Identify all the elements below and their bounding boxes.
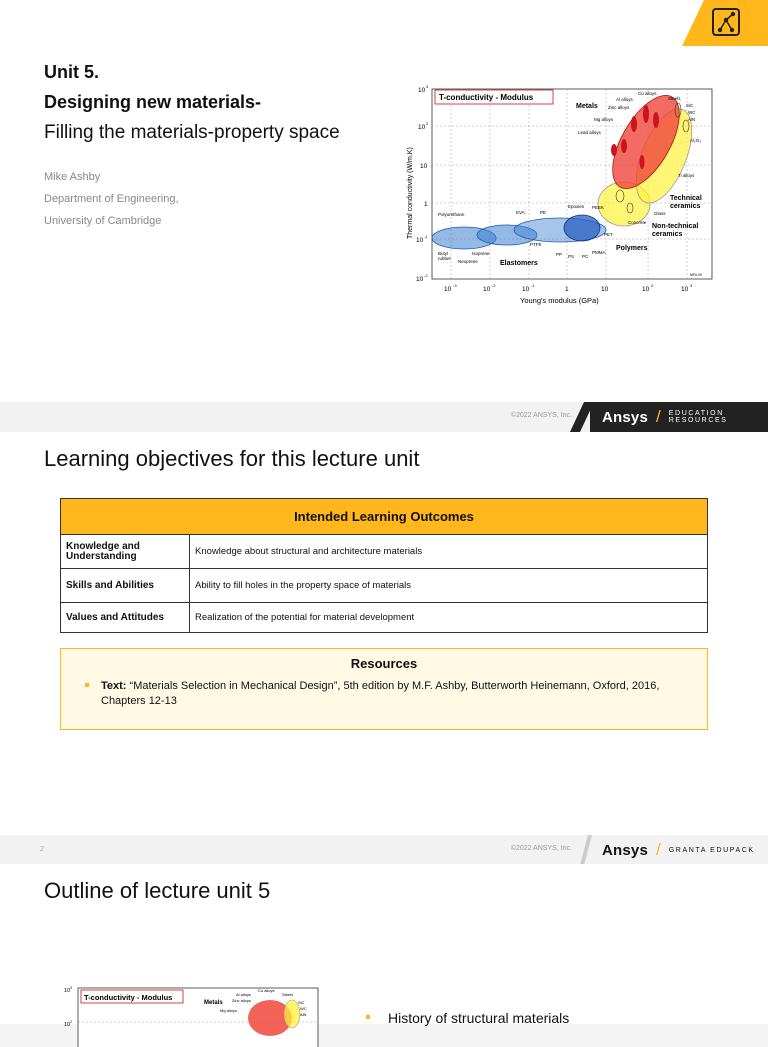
- svg-text:10: 10: [522, 286, 530, 293]
- svg-text:Polyurethane: Polyurethane: [438, 212, 465, 217]
- label-technical: Technical: [670, 195, 702, 202]
- svg-text:3: 3: [70, 986, 72, 990]
- svg-text:-2: -2: [492, 283, 496, 288]
- resource-text: “Materials Selection in Mechanical Design”, 5th edition by M.F. Ashby, Butterworth Heinemann, Oxford, 2016, Chapters 12-13: [101, 680, 660, 707]
- svg-text:PMMA: PMMA: [592, 250, 606, 255]
- svg-text:2: 2: [70, 1020, 72, 1024]
- title-slide: [0, 0, 768, 402]
- svg-text:10: 10: [416, 237, 424, 244]
- svg-text:Metals: Metals: [204, 1000, 223, 1006]
- svg-text:PTFE: PTFE: [530, 242, 542, 247]
- slide-title: Learning objectives for this lecture unit: [44, 446, 420, 471]
- label-elastomers: Elastomers: [500, 260, 538, 267]
- property-chart-svg: [402, 84, 718, 310]
- brand-subtitle: GRANTA EDUPACK: [668, 846, 755, 854]
- svg-text:10: 10: [444, 286, 452, 293]
- svg-text:SiC: SiC: [686, 103, 694, 108]
- svg-text:Steels: Steels: [668, 96, 681, 101]
- outline-chart-thumbnail: [60, 982, 320, 1042]
- outline-chart-svg: [60, 982, 320, 1042]
- outline-slide: [0, 864, 768, 1028]
- table-row: [61, 569, 708, 603]
- svg-text:MFA 09: MFA 09: [690, 273, 702, 277]
- footer-slash-icon: [580, 835, 592, 865]
- brand-separator: /: [656, 840, 661, 859]
- svg-text:10: 10: [64, 988, 71, 994]
- svg-text:1: 1: [424, 201, 428, 208]
- svg-text:rubber: rubber: [438, 256, 452, 261]
- slide-title: Outline of lecture unit 5: [44, 878, 271, 903]
- ansys-brand-bar: [590, 402, 768, 432]
- slide-footer: [0, 835, 768, 865]
- svg-text:Mg alloys: Mg alloys: [220, 1008, 237, 1013]
- slide-subtitle: Filling the materials-property space: [44, 122, 340, 143]
- copyright-text: ©2022 ANSYS, Inc.: [510, 845, 572, 852]
- slide-title: Designing new materials-: [44, 92, 262, 112]
- ansys-brand-bar: [602, 835, 768, 865]
- svg-text:Epoxies: Epoxies: [568, 204, 585, 209]
- y-axis-label: Thermal conductivity (W/m.K): [407, 147, 414, 239]
- x-axis-label: Young's modulus (GPa): [520, 296, 599, 305]
- svg-text:3: 3: [690, 283, 693, 288]
- author-department: Department of Engineering,: [44, 193, 179, 205]
- slide-footer: [0, 402, 768, 432]
- label-polymers: Polymers: [616, 245, 648, 252]
- svg-text:Lead alloys: Lead alloys: [578, 130, 601, 135]
- svg-text:Steels: Steels: [282, 992, 294, 997]
- row-value: Realization of the potential for material development: [190, 603, 708, 633]
- svg-text:Zinc alloys: Zinc alloys: [232, 998, 251, 1003]
- resources-box: [60, 648, 708, 730]
- svg-text:SiC: SiC: [298, 1000, 305, 1005]
- outline-item-text: History of structural materials: [388, 1010, 570, 1026]
- learning-outcomes-table: [60, 498, 708, 633]
- svg-text:PE: PE: [540, 210, 547, 215]
- svg-text:Neoprene: Neoprene: [458, 259, 478, 264]
- bullet-icon: [366, 1015, 370, 1019]
- svg-text:10: 10: [601, 286, 609, 293]
- brand-separator: /: [656, 407, 661, 426]
- svg-text:Cu alloys: Cu alloys: [638, 91, 657, 96]
- svg-text:-2: -2: [424, 273, 428, 278]
- svg-text:Concrete: Concrete: [628, 220, 647, 225]
- svg-text:3: 3: [426, 84, 429, 89]
- svg-text:Mg alloys: Mg alloys: [594, 117, 614, 122]
- svg-text:10: 10: [483, 286, 491, 293]
- svg-text:10: 10: [64, 1022, 71, 1028]
- svg-text:-1: -1: [531, 283, 535, 288]
- row-key: Skills and Abilities: [61, 569, 190, 603]
- svg-text:PP: PP: [556, 252, 563, 257]
- table-row: [61, 535, 708, 569]
- ansys-corner-logo-icon: [682, 0, 768, 46]
- table-row: [61, 603, 708, 633]
- y-tick-labels: [416, 84, 429, 283]
- author-university: University of Cambridge: [44, 215, 162, 227]
- row-value: Knowledge about structural and architecture materials: [190, 535, 708, 569]
- svg-text:-1: -1: [424, 234, 428, 239]
- table-header: Intended Learning Outcomes: [61, 499, 708, 535]
- label-technical-2: ceramics: [670, 203, 701, 210]
- svg-text:Zinc alloys: Zinc alloys: [608, 105, 630, 110]
- property-chart: [402, 84, 718, 310]
- svg-text:10: 10: [418, 124, 426, 131]
- resource-label: Text:: [101, 680, 127, 692]
- copyright-text: ©2022 ANSYS, Inc.: [510, 412, 572, 419]
- brand-subtitle: EDUCATION RESOURCES: [668, 410, 728, 424]
- label-non-technical: Non-technical: [652, 223, 699, 230]
- resource-item: [101, 679, 701, 709]
- svg-text:Isoprene: Isoprene: [472, 251, 490, 256]
- polymers-envelope: [564, 215, 600, 241]
- svg-text:Al₂O₃: Al₂O₃: [690, 138, 702, 143]
- svg-text:2: 2: [426, 121, 429, 126]
- svg-text:Cu alloys: Cu alloys: [258, 988, 275, 993]
- svg-text:PEEK: PEEK: [592, 205, 605, 210]
- svg-text:Butyl: Butyl: [438, 251, 449, 256]
- thumb-chart-title: T-conductivity - Modulus: [84, 993, 173, 1002]
- label-metals: Metals: [576, 103, 598, 110]
- ansys-logo: Ansys: [602, 841, 649, 859]
- svg-text:EVA: EVA: [516, 210, 525, 215]
- svg-text:Al alloys: Al alloys: [616, 97, 633, 102]
- learning-objectives-slide: [0, 432, 768, 835]
- svg-text:10: 10: [420, 163, 428, 170]
- svg-text:AlN: AlN: [688, 117, 696, 122]
- svg-text:PET: PET: [604, 232, 613, 237]
- svg-text:Al alloys: Al alloys: [236, 992, 251, 997]
- svg-text:Glass: Glass: [654, 211, 666, 216]
- svg-text:2: 2: [651, 283, 654, 288]
- row-key: Knowledge and Understanding: [61, 535, 190, 569]
- label-non-technical-2: ceramics: [652, 231, 683, 238]
- svg-text:AlN: AlN: [300, 1012, 307, 1017]
- svg-text:WC: WC: [688, 110, 696, 115]
- chart-title: T-conductivity - Modulus: [439, 93, 534, 102]
- svg-text:-3: -3: [453, 283, 457, 288]
- svg-text:10: 10: [642, 286, 650, 293]
- svg-text:PS: PS: [568, 254, 575, 259]
- resources-title: Resources: [350, 656, 418, 671]
- row-key: Values and Attitudes: [61, 603, 190, 633]
- svg-text:Ti alloys: Ti alloys: [678, 173, 695, 178]
- page-number: 2: [40, 846, 44, 853]
- svg-text:1: 1: [565, 286, 569, 293]
- outline-bullet: [388, 1010, 569, 1026]
- svg-text:WC: WC: [300, 1006, 307, 1011]
- x-tick-labels: [444, 283, 693, 293]
- svg-text:10: 10: [418, 87, 426, 94]
- row-value: Ability to fill holes in the property space of materials: [190, 569, 708, 603]
- unit-number: Unit 5.: [44, 62, 100, 82]
- bullet-icon: [85, 683, 89, 687]
- svg-text:PC: PC: [582, 254, 589, 259]
- ansys-logo: Ansys: [602, 408, 649, 426]
- author-name: Mike Ashby: [44, 171, 101, 183]
- svg-text:10: 10: [416, 276, 424, 283]
- svg-text:10: 10: [681, 286, 689, 293]
